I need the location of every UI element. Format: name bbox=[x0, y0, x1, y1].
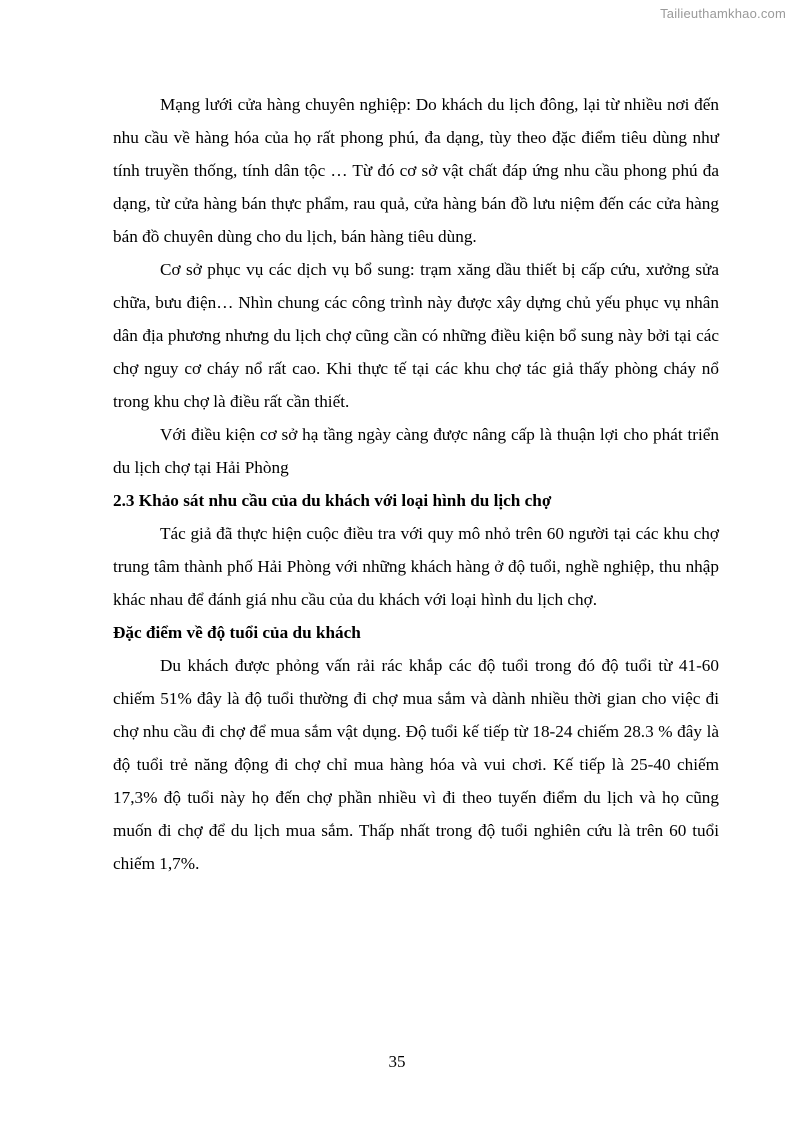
page-body bbox=[113, 88, 719, 880]
watermark: Tailieuthamkhao.com bbox=[660, 6, 786, 21]
paragraph-survey: Tác giả đã thực hiện cuộc điều tra với quy mô nhỏ trên 60 người tại các khu chợ trung tâm thành phố Hải Phòng với những khách hàng ở độ tuổi, nghề nghiệp, thu nhập khác nhau để đánh giá nhu cầu của du khách với loại hình du lịch chợ. bbox=[113, 524, 719, 609]
section-heading: 2.3 Khảo sát nhu cầu của du khách với loại hình du lịch chợ bbox=[113, 491, 552, 510]
page-number: 35 bbox=[388, 1052, 406, 1071]
subheading-age: Đặc điểm về độ tuổi của du khách bbox=[113, 623, 361, 642]
paragraph-supplementary-services: Cơ sở phục vụ các dịch vụ bổ sung: trạm xăng dầu thiết bị cấp cứu, xưởng sửa chữa, bưu điện… Nhìn chung các công trình này được xây dựng chủ yếu phục vụ nhân dân địa phương nhưng du lịch chợ cũng cần có những điều kiện bổ sung này bởi tại các chợ nguy cơ cháy nổ rất cao. Khi thực tế tại các khu chợ tác giả thấy phòng cháy nổ trong khu chợ là điều rất cần thiết. bbox=[113, 260, 719, 411]
paragraph-store-network: Mạng lưới cửa hàng chuyên nghiệp: Do khách du lịch đông, lại từ nhiều nơi đến nhu cầu về hàng hóa của họ rất phong phú, đa dạng, tùy theo đặc điểm tiêu dùng như tính truyền thống, tính dân tộc … Từ đó cơ sở vật chất đáp ứng nhu cầu phong phú đa dạng, từ cửa hàng bán thực phẩm, rau quả, cửa hàng bán đồ lưu niệm đến các cửa hàng bán đồ chuyên dùng cho du lịch, bán hàng tiêu dùng. bbox=[113, 95, 719, 246]
paragraph-age: Du khách được phỏng vấn rải rác khắp các độ tuổi trong đó độ tuổi từ 41-60 chiếm 51% đây là độ tuổi thường đi chợ mua sắm và dành nhiều thời gian cho việc đi chợ nhu cầu đi chợ để mua sắm vật dụng. Độ tuổi kế tiếp từ 18-24 chiếm 28.3 % đây là độ tuổi trẻ năng động đi chợ chỉ mua hàng hóa và vui chơi. Kế tiếp là 25-40 chiếm 17,3% độ tuổi này họ đến chợ phần nhiều vì đi theo tuyến điểm du lịch và họ cũng muốn đi chợ để du lịch mua sắm. Thấp nhất trong độ tuổi nghiên cứu là trên 60 tuổi chiếm 1,7%. bbox=[113, 656, 719, 873]
paragraph-infrastructure: Với điều kiện cơ sở hạ tầng ngày càng được nâng cấp là thuận lợi cho phát triển du lịch chợ tại Hải Phòng bbox=[113, 425, 719, 477]
